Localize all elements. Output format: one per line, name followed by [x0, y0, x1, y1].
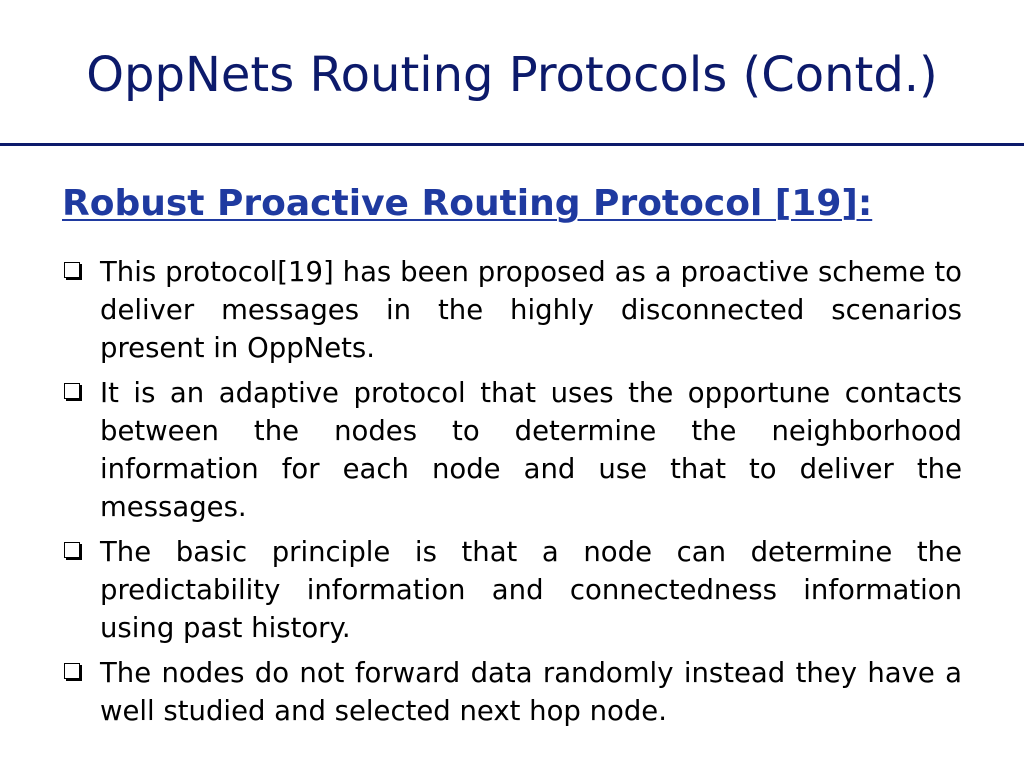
bullet-text: This protocol[19] has been proposed as a proactive scheme to deliver messages in the highly disconnected scenarios present in OppNets. — [100, 256, 962, 364]
checkbox-icon — [64, 542, 80, 558]
checkbox-icon — [64, 383, 80, 399]
bullet-item — [62, 533, 962, 647]
bullet-item — [62, 654, 962, 730]
section-heading: Robust Proactive Routing Protocol [19]: — [62, 183, 873, 224]
bullet-item — [62, 253, 962, 367]
bullet-text: The nodes do not forward data randomly instead they have a well studied and selected next hop node. — [100, 657, 962, 727]
title-divider — [0, 143, 1024, 146]
bullet-text: It is an adaptive protocol that uses the opportune contacts between the nodes to determine the neighborhood information for each node and use that to deliver the messages. — [100, 377, 962, 523]
checkbox-icon — [64, 262, 80, 278]
bullet-text: The basic principle is that a node can determine the predictability information and connectedness information using past history. — [100, 536, 962, 644]
bullet-item — [62, 374, 962, 526]
slide-title: OppNets Routing Protocols (Contd.) — [86, 47, 938, 103]
checkbox-icon — [64, 663, 80, 679]
bullet-list — [62, 253, 962, 737]
